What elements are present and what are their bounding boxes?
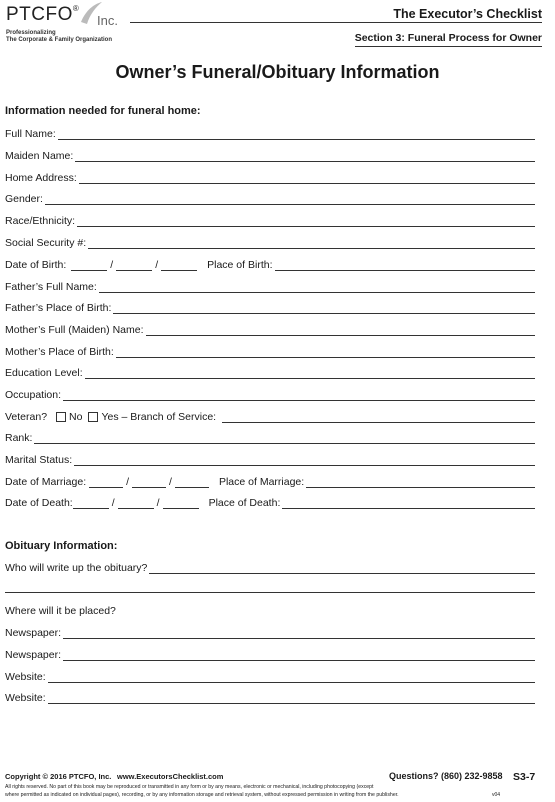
place-of-death-field[interactable] <box>282 498 535 509</box>
obituary-writer-extra-line[interactable] <box>5 592 535 593</box>
ssn-label: Social Security #: <box>5 237 87 249</box>
website-label: Website: <box>5 671 46 683</box>
place-of-marriage-label: Place of Marriage: <box>218 476 305 488</box>
ssn-row <box>5 235 535 249</box>
logo-tagline-line-2: The Corporate & Family Organization <box>6 37 113 43</box>
veteran-label: Veteran? <box>5 411 48 423</box>
mother-name-label: Mother’s Full (Maiden) Name: <box>5 324 144 336</box>
date-of-death-label: Date of Death: <box>5 497 73 509</box>
place-of-death-label: Place of Death: <box>208 497 281 509</box>
occupation-field[interactable] <box>63 390 535 401</box>
marital-status-field[interactable] <box>74 455 535 466</box>
race-field[interactable] <box>77 216 535 227</box>
branch-of-service-field[interactable] <box>222 412 535 423</box>
education-row <box>5 365 535 379</box>
gender-label: Gender: <box>5 193 43 205</box>
newspaper-row-2 <box>5 647 535 661</box>
dob-row <box>5 257 535 271</box>
mother-name-row <box>5 322 535 336</box>
page-title: Owner’s Funeral/Obituary Information <box>115 62 440 82</box>
section-title: Section 3: Funeral Process for Owner <box>354 32 542 44</box>
rank-row <box>5 430 535 444</box>
rank-label: Rank: <box>5 432 33 444</box>
obituary-heading: Obituary Information: <box>5 540 118 552</box>
book-title: The Executor’s Checklist <box>393 7 542 21</box>
rank-field[interactable] <box>34 433 535 444</box>
obituary-writer-label: Who will write up the obituary? <box>5 562 148 574</box>
full-name-row <box>5 126 535 140</box>
gender-field[interactable] <box>45 194 535 205</box>
dob-month-field[interactable] <box>71 260 107 271</box>
dob-label: Date of Birth: <box>5 259 67 271</box>
home-address-field[interactable] <box>79 173 535 184</box>
registered-mark: ® <box>72 4 80 13</box>
veteran-yes-label: Yes – Branch of Service: <box>101 411 217 423</box>
gender-row <box>5 191 535 205</box>
father-birthplace-field[interactable] <box>113 303 535 314</box>
marriage-year-field[interactable] <box>175 477 209 488</box>
maiden-name-row <box>5 148 535 162</box>
website-row-1 <box>5 669 535 683</box>
mother-birthplace-label: Mother’s Place of Birth: <box>5 346 114 358</box>
placement-label: Where will it be placed? <box>5 605 116 617</box>
marriage-row <box>5 474 535 488</box>
father-birthplace-label: Father’s Place of Birth: <box>5 302 112 314</box>
newspaper-field[interactable] <box>63 628 535 639</box>
footer-copyright: Copyright © 2016 PTCFO, Inc. <box>5 772 112 781</box>
footer-rights-line-1: All rights reserved. No part of this book may be reproduced or transmitted in any form or by any means, electronic or mechanical, including photocopying (except <box>5 784 374 790</box>
footer-rights-line-2: where permitted as indicated on individual pages), recording, or by any information storage and retrieval system, without expressed permission in writing from the publisher. <box>5 792 399 798</box>
date-separator: / <box>155 259 159 271</box>
logo-tagline-line-1: Professionalizing <box>6 30 56 36</box>
obituary-writer-row <box>5 560 535 574</box>
death-month-field[interactable] <box>73 498 109 509</box>
home-address-label: Home Address: <box>5 172 77 184</box>
header-rule <box>130 22 542 23</box>
marriage-month-field[interactable] <box>89 477 123 488</box>
footer-rights <box>5 783 405 799</box>
website-field[interactable] <box>48 693 535 704</box>
full-name-field[interactable] <box>58 129 535 140</box>
place-of-birth-field[interactable] <box>275 260 536 271</box>
newspaper-label: Newspaper: <box>5 627 62 639</box>
date-of-marriage-label: Date of Marriage: <box>5 476 87 488</box>
death-year-field[interactable] <box>163 498 199 509</box>
date-separator: / <box>126 476 130 488</box>
full-name-label: Full Name: <box>5 128 56 140</box>
website-row-2 <box>5 690 535 704</box>
website-label: Website: <box>5 692 46 704</box>
marital-status-row <box>5 452 535 466</box>
race-row <box>5 213 535 227</box>
section-rule <box>355 46 542 47</box>
date-separator: / <box>110 259 114 271</box>
place-of-marriage-field[interactable] <box>306 477 535 488</box>
placement-row <box>5 603 535 617</box>
logo-tagline <box>6 30 112 44</box>
mother-birthplace-row <box>5 344 535 358</box>
footer-version: v04 <box>492 792 501 798</box>
logo-name: PTCFO <box>6 4 73 25</box>
father-name-label: Father’s Full Name: <box>5 281 97 293</box>
death-row <box>5 495 535 509</box>
occupation-row <box>5 387 535 401</box>
education-label: Education Level: <box>5 367 83 379</box>
father-name-row <box>5 279 535 293</box>
father-birthplace-row <box>5 300 535 314</box>
marital-status-label: Marital Status: <box>5 454 73 466</box>
maiden-name-field[interactable] <box>75 151 535 162</box>
obituary-writer-field[interactable] <box>149 563 535 574</box>
mother-birthplace-field[interactable] <box>116 347 535 358</box>
footer-website: www.ExecutorsChecklist.com <box>117 772 224 781</box>
footer-questions: Questions? (860) 232-9858 <box>389 771 503 781</box>
veteran-no-checkbox[interactable] <box>56 412 66 422</box>
date-separator: / <box>156 497 160 509</box>
date-separator: / <box>111 497 115 509</box>
father-name-field[interactable] <box>99 282 535 293</box>
occupation-label: Occupation: <box>5 389 62 401</box>
veteran-yes-checkbox[interactable] <box>88 412 98 422</box>
maiden-name-label: Maiden Name: <box>5 150 74 162</box>
race-label: Race/Ethnicity: <box>5 215 76 227</box>
veteran-no-label: No <box>69 411 83 423</box>
logo-suffix: Inc. <box>97 13 118 28</box>
home-address-row <box>5 170 535 184</box>
newspaper-row-1 <box>5 625 535 639</box>
funeral-home-heading: Information needed for funeral home: <box>5 105 201 117</box>
newspaper-field[interactable] <box>63 650 535 661</box>
logo <box>6 4 79 26</box>
education-field[interactable] <box>85 368 535 379</box>
dob-year-field[interactable] <box>161 260 197 271</box>
ssn-field[interactable] <box>88 238 535 249</box>
website-field[interactable] <box>48 672 535 683</box>
place-of-birth-label: Place of Birth: <box>207 259 273 271</box>
death-day-field[interactable] <box>118 498 154 509</box>
marriage-day-field[interactable] <box>132 477 166 488</box>
mother-name-field[interactable] <box>146 325 536 336</box>
page-number: S3-7 <box>513 771 536 783</box>
date-separator: / <box>169 476 172 488</box>
newspaper-label: Newspaper: <box>5 649 62 661</box>
veteran-row <box>5 409 535 423</box>
dob-day-field[interactable] <box>116 260 152 271</box>
